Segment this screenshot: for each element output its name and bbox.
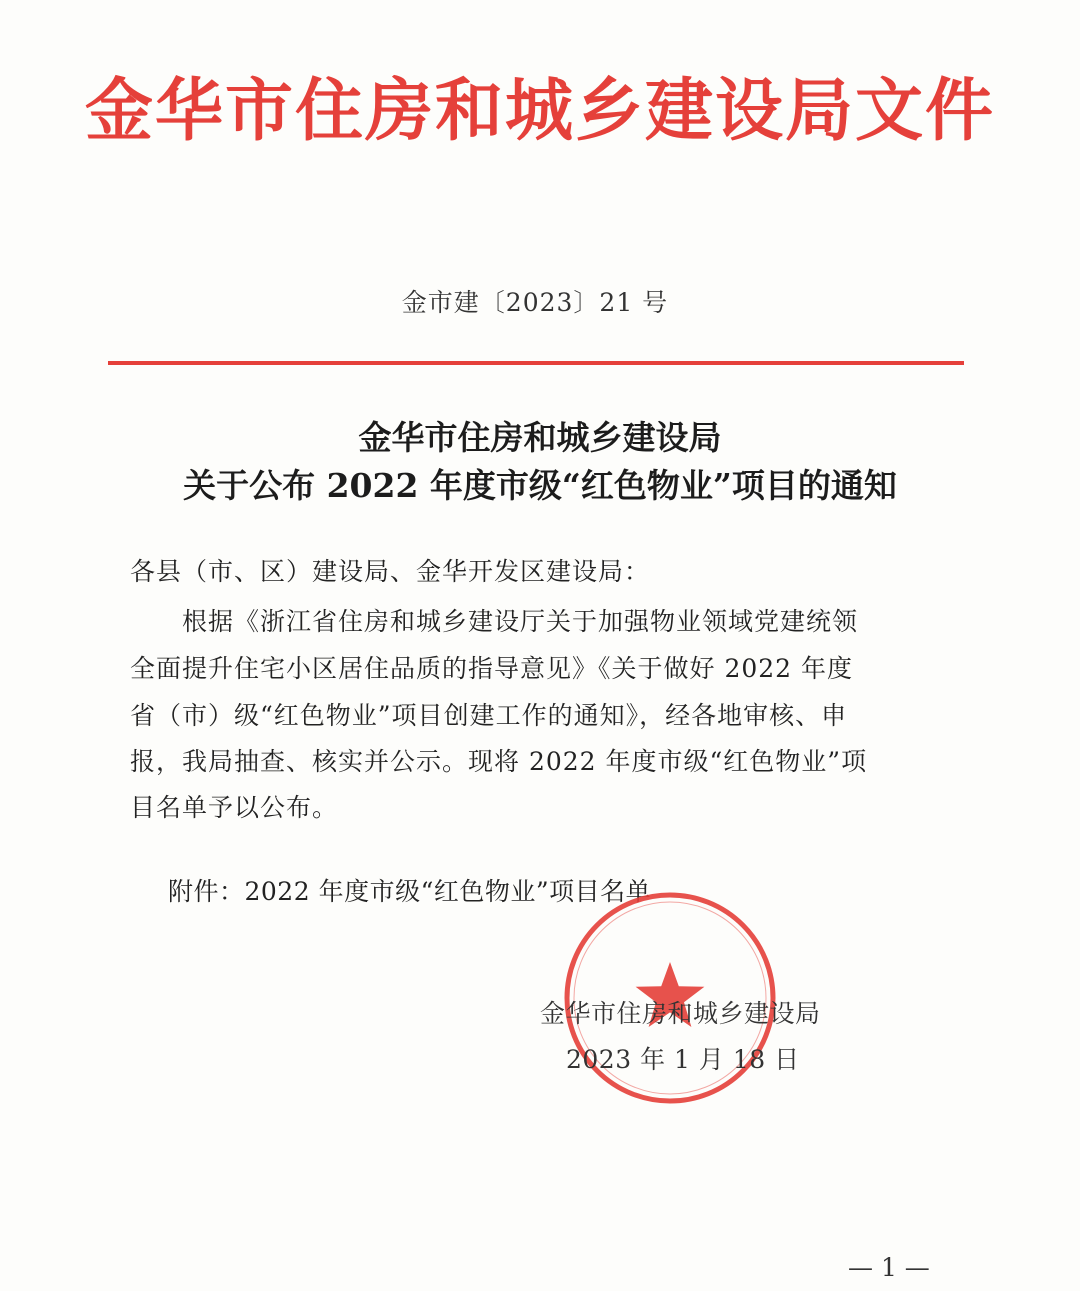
notice-title-line-1: 金华市住房和城乡建设局	[358, 418, 722, 457]
body-line-1: 根据《浙江省住房和城乡建设厅关于加强物业领域党建统领	[130, 607, 859, 636]
salutation: 各县（市、区）建设局、金华开发区建设局：	[130, 557, 651, 586]
attachment-note: 附件：2022 年度市级“红色物业”项目名单	[168, 877, 652, 906]
notice-title-line-2: 关于公布 2022 年度市级“红色物业”项目的通知	[183, 466, 897, 505]
page-number: — 1 —	[848, 1253, 930, 1282]
body-line-3: 省（市）级“红色物业”项目创建工作的通知》，经各地审核、申	[130, 701, 848, 730]
document-number: 金市建〔2023〕21 号	[401, 288, 669, 317]
body-line-5: 目名单予以公布。	[130, 793, 339, 822]
issue-date: 2023 年 1 月 18 日	[566, 1045, 800, 1074]
body-line-4: 报，我局抽查、核实并公示。现将 2022 年度市级“红色物业”项	[130, 747, 868, 776]
issuing-organization: 金华市住房和城乡建设局	[540, 999, 821, 1028]
body-line-2: 全面提升住宅小区居住品质的指导意见》《关于做好 2022 年度	[130, 654, 854, 683]
document-masthead: 金华市住房和城乡建设局文件	[84, 72, 995, 151]
red-divider-line	[108, 361, 964, 365]
